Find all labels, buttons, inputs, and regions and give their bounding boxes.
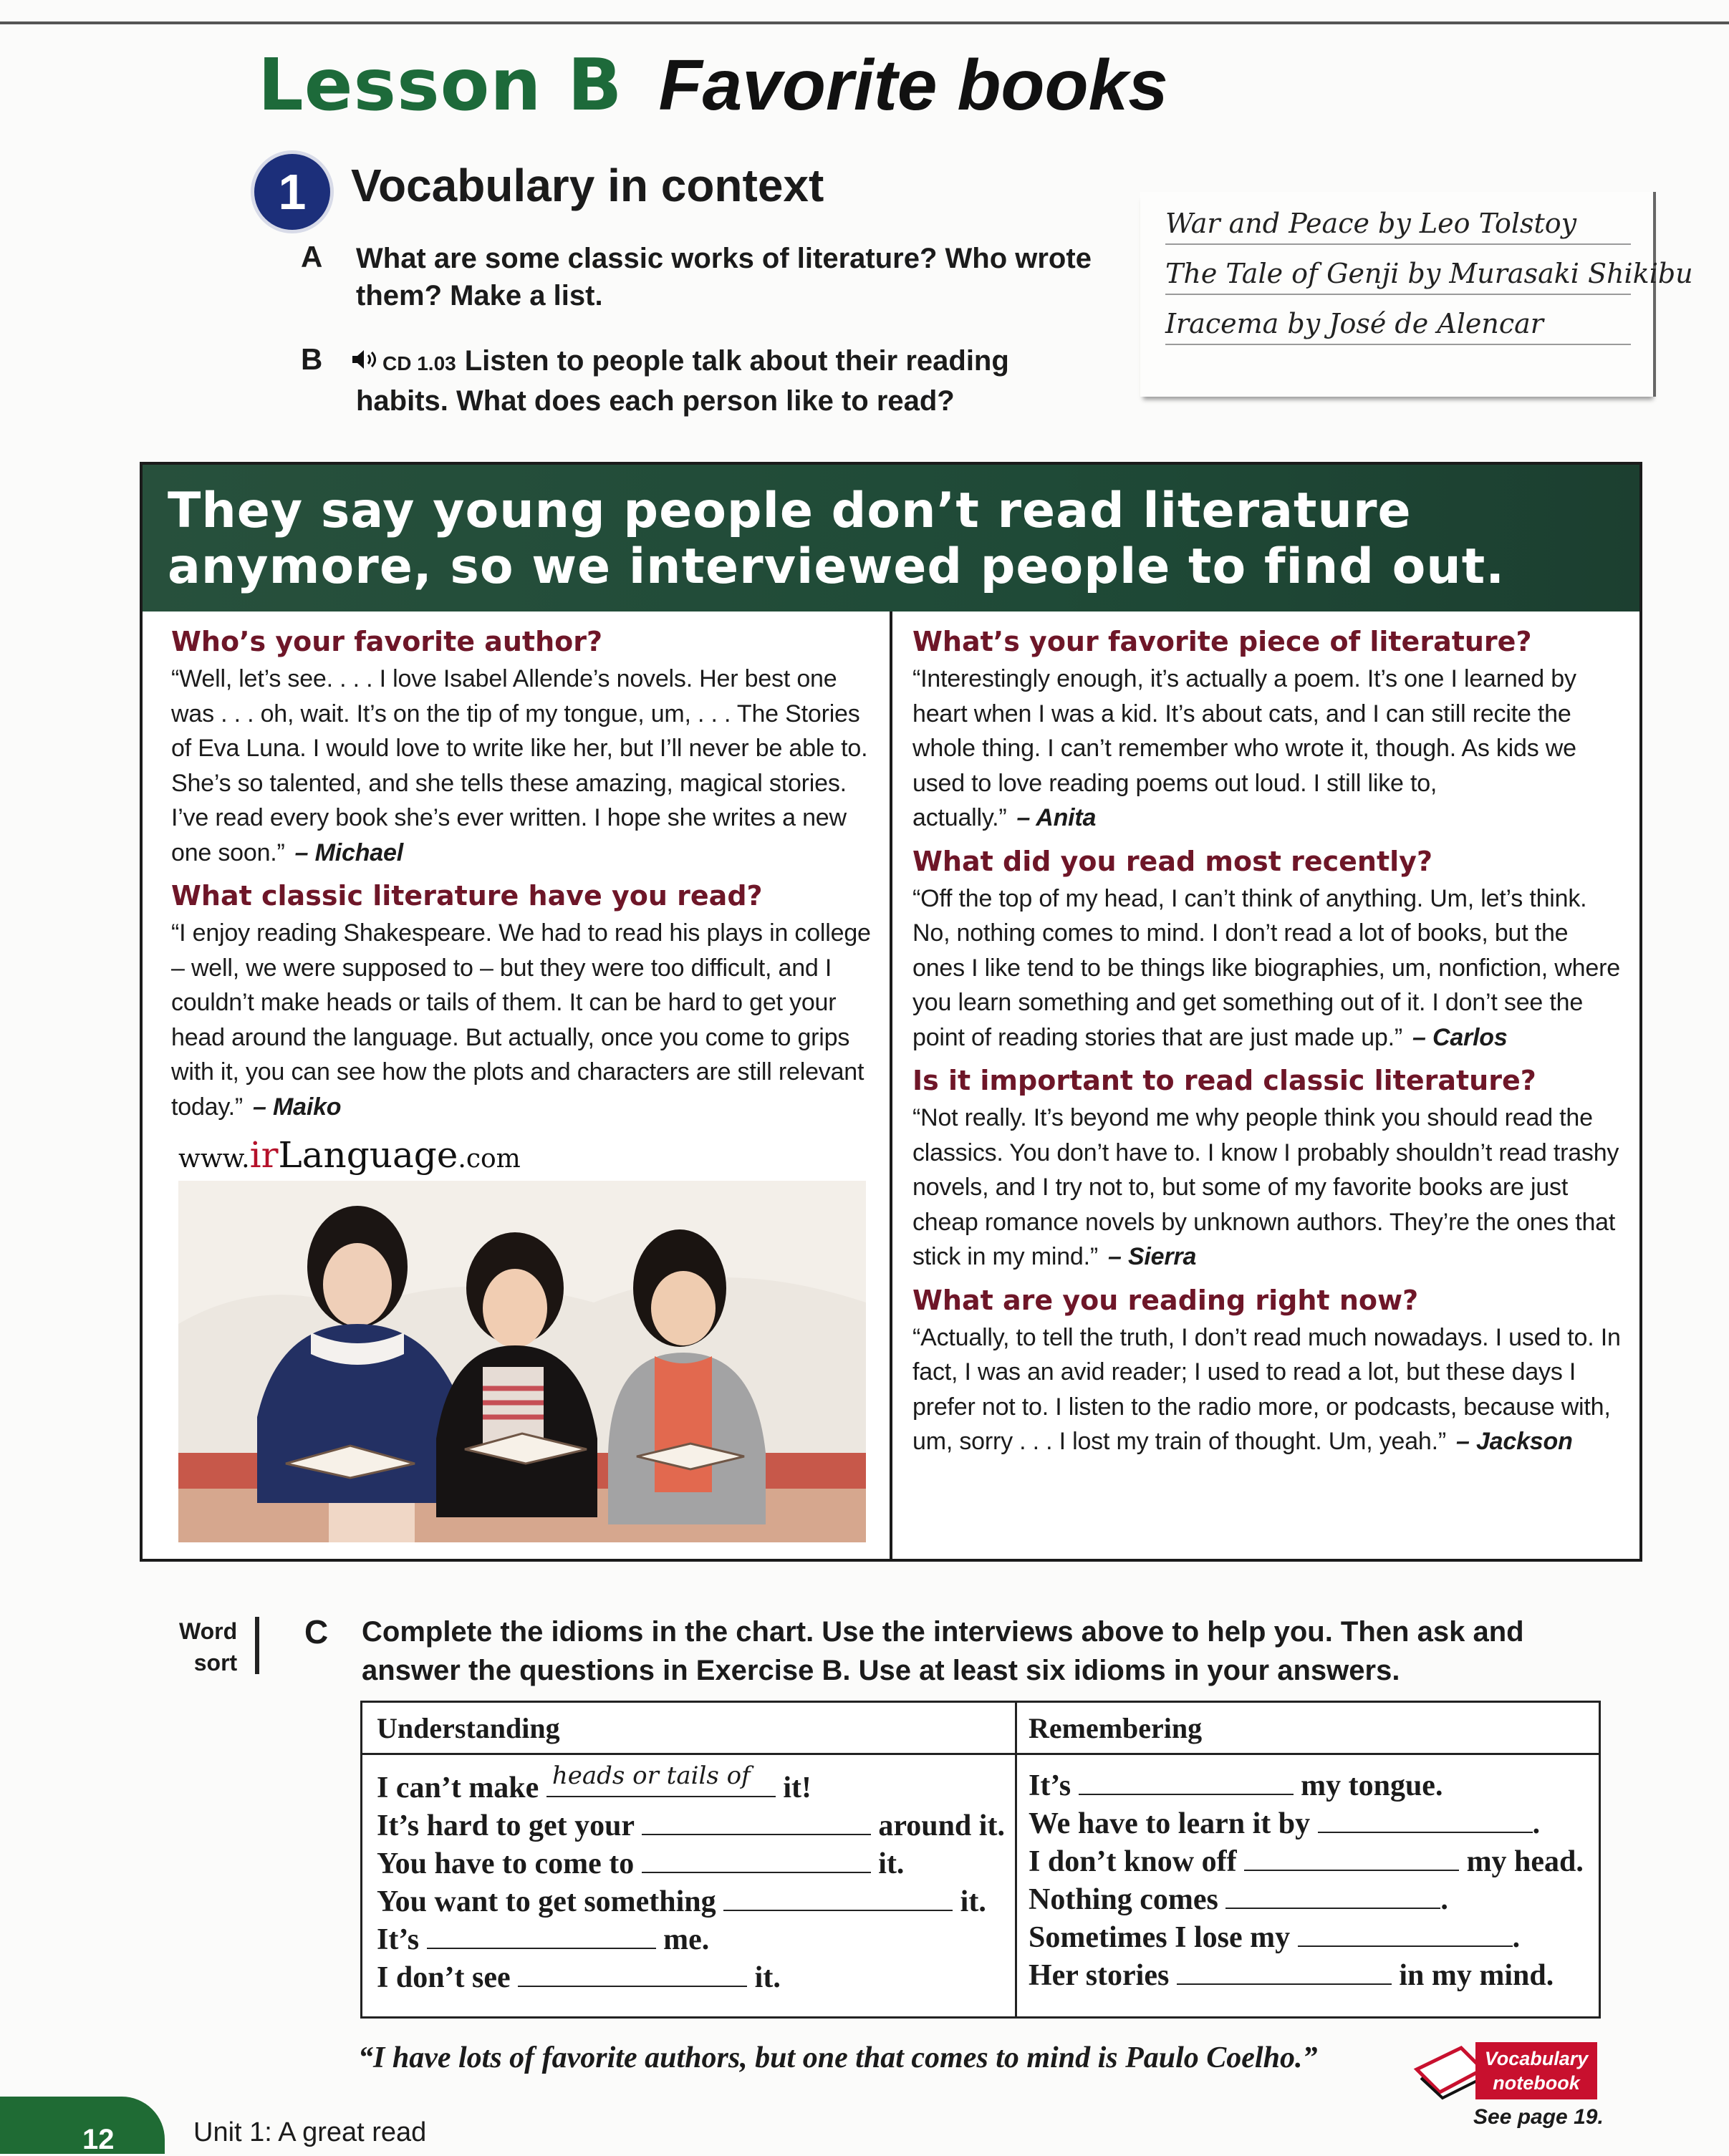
interview-article: [140, 462, 1642, 1562]
column-divider: [890, 611, 892, 1559]
idiom-row: [377, 1845, 904, 1882]
idiom-row: [377, 1959, 781, 1996]
question-heading: What’s your favorite piece of literature?: [912, 626, 1532, 657]
idiom-row: [1029, 1957, 1554, 1994]
chart-col-understanding: Understanding: [377, 1712, 560, 1744]
idiom-row: [1029, 1767, 1443, 1804]
idiom-row: [1029, 1881, 1448, 1918]
handwritten-notes: [1140, 192, 1693, 397]
photo-three-women-reading: [178, 1181, 866, 1542]
idiom-text: I can’t make: [377, 1771, 539, 1804]
watermark-prefix: www.: [178, 1144, 250, 1174]
idiom-text: I don’t know off: [1029, 1845, 1237, 1878]
exercise-c-letter: C: [304, 1613, 329, 1650]
exercise-b-line1: Listen to people talk about their reading: [464, 345, 1009, 377]
idiom-blank[interactable]: [642, 1846, 871, 1873]
speaker-name: – Sierra: [1108, 1243, 1197, 1270]
idiom-blank[interactable]: [1244, 1844, 1459, 1871]
lesson-label: Lesson B: [258, 43, 623, 127]
right-column: [912, 626, 1622, 1469]
idiom-text: Sometimes I lose my: [1029, 1921, 1291, 1954]
note-line: The Tale of Genji by Murasaki Shikibu: [1165, 258, 1631, 295]
exercise-a-line2: them? Make a list.: [356, 280, 603, 311]
idiom-row: [1029, 1805, 1540, 1842]
website-watermark: [178, 1134, 521, 1176]
example-quote: “I have lots of favorite authors, but one that comes to mind is Paulo Coelho.”: [358, 2041, 1318, 2074]
headline-line2: anymore, so we interviewed people to find out.: [168, 538, 1506, 595]
answer-body: “Not really. It’s beyond me why people think you should read the classics. You don’t have to. I know I probably shouldn’t read trashy novels, and I try not to, but some of my favorite books are just cheap romance novels by unknown authors. They’re the ones that stick in my mind.”: [912, 1104, 1619, 1270]
watermark-name: Language: [278, 1134, 458, 1176]
idiom-text: Nothing comes: [1029, 1883, 1218, 1916]
idiom-blank[interactable]: [723, 1884, 953, 1911]
idiom-text: in my mind.: [1399, 1959, 1554, 1992]
word-sort-sort: sort: [193, 1650, 238, 1676]
answer-text: [171, 916, 873, 1124]
idiom-blank[interactable]: [642, 1808, 871, 1835]
note-line: War and Peace by Leo Tolstoy: [1165, 208, 1631, 245]
chart-column-divider: [1015, 1703, 1017, 2016]
answer-body: “Off the top of my head, I can’t think of anything. Um, let’s think. No, nothing comes to mind. I don’t read a lot of books, but the ones I like tend to be things like biographies, um, nonfiction, where you learn something and get something out of it. I don’t see the point of reading stories that are just made up.”: [912, 884, 1620, 1051]
answer-body: “I enjoy reading Shakespeare. We had to read his plays in college – well, we were supposed to – but they were too difficult, and I couldn’t make heads or tails of them. It can be hard to get your head around the language. But actually, once you come to grips with it, you can see how the plots and characters are still relevant today.”: [171, 919, 871, 1121]
idiom-text: You have to come to: [377, 1847, 635, 1880]
vn-line1: Vocabulary: [1484, 2048, 1589, 2069]
unit-footer: Unit 1: A great read: [193, 2117, 427, 2147]
idiom-text: .: [1512, 1921, 1521, 1954]
idiom-blank[interactable]: [1079, 1768, 1294, 1795]
idiom-text: .: [1532, 1807, 1541, 1840]
idiom-blank[interactable]: [1298, 1920, 1513, 1947]
exercise-a-text: [356, 240, 1092, 314]
exercise-a-letter: A: [301, 240, 323, 274]
idiom-text: It’s hard to get your: [377, 1809, 635, 1842]
watermark-ir: ir: [249, 1134, 279, 1176]
idiom-text: my head.: [1466, 1845, 1584, 1878]
answer-text: [912, 1101, 1622, 1275]
idiom-text: We have to learn it by: [1029, 1807, 1311, 1840]
answer-text: [912, 881, 1622, 1055]
see-page-reference[interactable]: See page 19.: [1473, 2105, 1604, 2129]
vn-line2: notebook: [1493, 2072, 1580, 2094]
idiom-text: It’s: [377, 1923, 420, 1956]
word-sort-label: [179, 1615, 237, 1678]
idiom-text: my tongue.: [1301, 1769, 1443, 1802]
question-heading: What classic literature have you read?: [171, 880, 763, 912]
idiom-text: .: [1440, 1883, 1448, 1916]
idiom-blank[interactable]: [1318, 1806, 1533, 1833]
audio-speaker-icon[interactable]: [351, 344, 380, 381]
chart-col-remembering: Remembering: [1029, 1712, 1203, 1744]
idiom-text: around it.: [878, 1809, 1005, 1842]
answer-body: “Interestingly enough, it’s actually a poem. It’s one I learned by heart when I was a kid. It’s about cats, and I can still recite the whole thing. I can’t remember who wrote it, though. As kids we used to love reading poems out loud. I still like to, actually.”: [912, 665, 1576, 831]
headline-line1: They say young people don’t read literature: [168, 483, 1412, 539]
idiom-row: [377, 1761, 811, 1807]
lesson-title: [258, 43, 1168, 127]
handwritten-answer: heads or tails of: [552, 1761, 751, 1790]
idiom-text: it.: [878, 1847, 905, 1880]
idiom-row: [377, 1921, 709, 1958]
idiom-row: [1029, 1919, 1520, 1956]
top-rule: [0, 21, 1729, 24]
idiom-text: me.: [663, 1923, 710, 1956]
answer-text: [912, 662, 1622, 836]
idiom-text: It’s: [1029, 1769, 1071, 1802]
answer-body: “Well, let’s see. . . . I love Isabel Allende’s novels. Her best one was . . . oh, wait. It’s on the tip of my tongue, um, . . . The Stories of Eva Luna. I would love to write like her, but I’ll never be able to. She’s so talented, and she tells these amazing, magical stories. I’ve read every book she’s ever written. I hope she writes a new one soon.”: [171, 665, 868, 866]
idiom-text: I don’t see: [377, 1961, 511, 1994]
idiom-blank[interactable]: [1225, 1882, 1440, 1909]
exercise-b-text: [351, 342, 1009, 420]
answer-text: [912, 1320, 1622, 1459]
speaker-name: – Carlos: [1412, 1023, 1508, 1051]
exercise-c-instructions: Complete the idioms in the chart. Use the interviews above to help you. Then ask and answer the questions in Exercise B. Use at least six idioms in your answers.: [362, 1616, 1524, 1686]
watermark-suffix: .com: [458, 1144, 521, 1174]
answer-body: “Actually, to tell the truth, I don’t read much nowadays. I used to. In fact, I was an avid reader; I used to read a lot, but these days I prefer not to. I listen to the radio more, or podcasts, because with, um, sorry . . . I lost my train of thought. Um, yeah.”: [912, 1323, 1621, 1455]
question-heading: Is it important to read classic literature?: [912, 1065, 1536, 1096]
idiom-text: it.: [754, 1961, 781, 1994]
vocabulary-notebook-badge[interactable]: [1411, 2041, 1597, 2101]
question-heading: What did you read most recently?: [912, 845, 1432, 877]
question-heading: Who’s your favorite author?: [171, 626, 603, 657]
exercise-b-line2: habits. What does each person like to read?: [356, 385, 955, 417]
idiom-blank[interactable]: [546, 1761, 776, 1797]
idiom-blank[interactable]: [427, 1922, 656, 1949]
idioms-chart: [360, 1701, 1601, 2019]
speaker-name: – Michael: [294, 838, 403, 866]
idiom-text: it.: [960, 1885, 986, 1918]
answer-text: [171, 662, 873, 870]
idiom-text: You want to get something: [377, 1885, 716, 1918]
section-number-badge: 1: [254, 154, 330, 230]
idiom-blank[interactable]: [1177, 1958, 1392, 1985]
exercise-b-letter: B: [301, 342, 323, 376]
vocabulary-notebook-label: [1475, 2042, 1597, 2099]
idiom-row: [377, 1807, 1005, 1845]
article-headline-banner: [143, 465, 1639, 611]
word-sort-word: Word: [179, 1618, 238, 1644]
speaker-name: – Jackson: [1456, 1428, 1573, 1455]
speaker-name: – Maiko: [253, 1093, 342, 1121]
note-line: Iracema by José de Alencar: [1165, 308, 1631, 345]
lesson-topic: Favorite books: [658, 45, 1168, 125]
exercise-a-line1: What are some classic works of literature? Who wrote: [356, 243, 1092, 274]
idiom-text: Her stories: [1029, 1959, 1170, 1992]
word-sort-bar: [255, 1617, 259, 1674]
section-title: Vocabulary in context: [351, 160, 824, 211]
cd-track-label: CD 1.03: [382, 352, 456, 374]
idiom-row: [377, 1883, 986, 1920]
speaker-name: – Anita: [1016, 804, 1097, 831]
page-number: 12: [82, 2124, 115, 2155]
idiom-row: [1029, 1843, 1584, 1880]
left-column: [171, 626, 873, 1134]
idiom-text: it!: [783, 1771, 811, 1804]
question-heading: What are you reading right now?: [912, 1284, 1419, 1316]
idiom-blank[interactable]: [518, 1960, 747, 1987]
